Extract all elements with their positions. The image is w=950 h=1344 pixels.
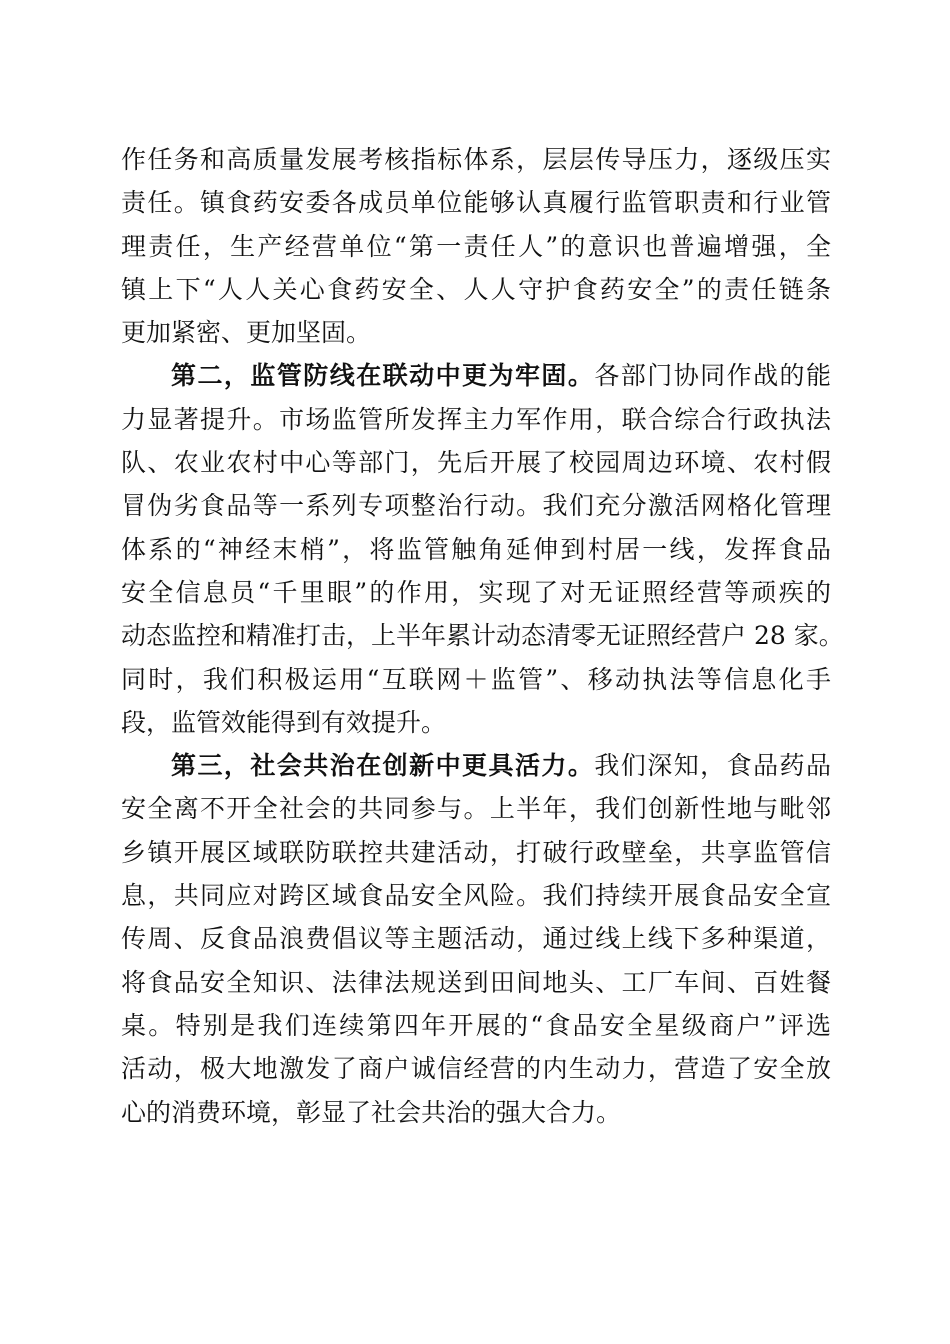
text-line: 冒伪劣食品等一系列专项整治行动。我们充分激活网格化管理 [121,491,831,521]
text-line: 队、农业农村中心等部门，先后开展了校园周边环境、农村假 [121,448,831,478]
paragraph-supervision [121,354,844,744]
document-page [121,138,844,1134]
text-line: 作任务和高质量发展考核指标体系，层层传导压力，逐级压实 [121,145,831,174]
text-line: 同时，我们积极运用“互联网＋监管”、移动执法等信息化手 [121,664,831,694]
text-line: 理责任，生产经营单位“第一责任人”的意识也普遍增强，全 [121,231,831,261]
text-line: 安全离不开全社会的共同参与。上半年，我们创新性地与毗邻 [121,794,831,824]
text-line: 桌。特别是我们连续第四年开展的“食品安全星级商户”评选 [121,1010,831,1040]
paragraph-responsibility [121,138,831,354]
text-fragment: 各部门协同作战的能 [594,361,831,391]
paragraph-heading: 第二，监管防线在联动中更为牢固。 [171,361,595,391]
text-line: 活动，极大地激发了商户诚信经营的内生动力，营造了安全放 [121,1054,831,1084]
text-line: 责任。镇食药安委各成员单位能够认真履行监管职责和行业管 [121,188,831,218]
text-line: 安全信息员“千里眼”的作用，实现了对无证照经营等顽疾的 [121,577,831,607]
paragraph-first-line [121,744,831,787]
paragraph-social-governance [121,744,831,1134]
text-line: 将食品安全知识、法律法规送到田间地头、工厂车间、百姓餐 [121,967,831,997]
text-line: 心的消费环境，彰显了社会共治的强大合力。 [121,1097,622,1127]
text-line: 动态监控和精准打击，上半年累计动态清零无证照经营户 28 家。 [121,621,844,651]
text-line: 传周、反食品浪费倡议等主题活动，通过线上线下多种渠道， [121,924,831,954]
text-line: 力显著提升。市场监管所发挥主力军作用，联合综合行政执法 [121,404,831,434]
text-line: 更加紧密、更加坚固。 [121,318,372,348]
text-line: 段，监管效能得到有效提升。 [121,707,447,737]
paragraph-heading: 第三，社会共治在创新中更具活力。 [171,751,595,781]
text-line: 息，共同应对跨区域食品安全风险。我们持续开展食品安全宣 [121,881,831,911]
paragraph-first-line [121,354,831,397]
text-line: 镇上下“人人关心食药安全、人人守护食药安全”的责任链条 [121,274,831,304]
text-line: 乡镇开展区域联防联控共建活动，打破行政壁垒，共享监管信 [121,837,831,867]
text-line: 体系的“神经末梢”，将监管触角延伸到村居一线，发挥食品 [121,534,831,564]
text-fragment: 我们深知，食品药品 [594,751,831,781]
